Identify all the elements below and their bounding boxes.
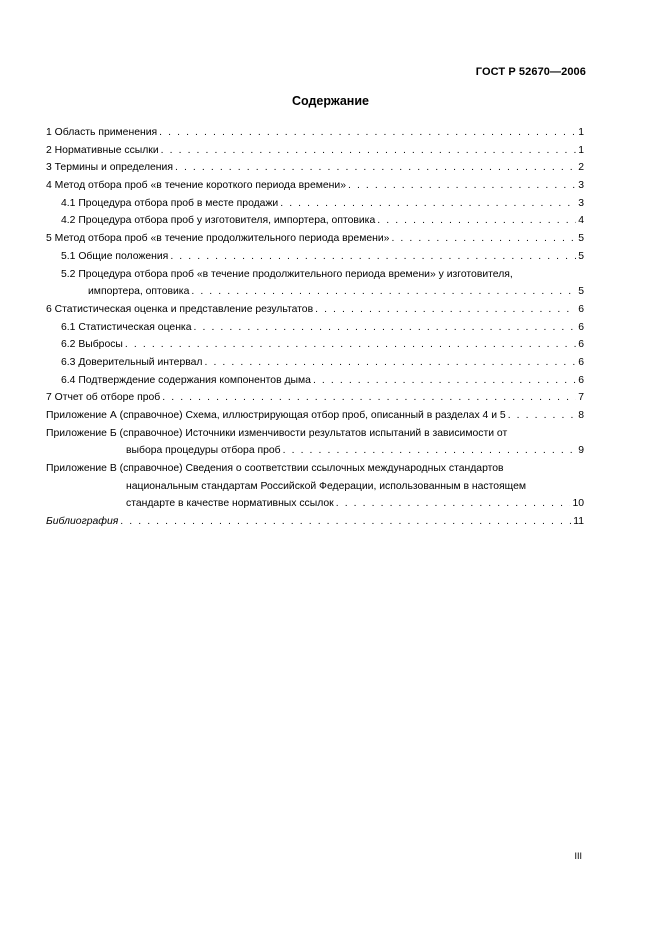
toc-entry-2[interactable] [46, 142, 584, 160]
page-number: III [574, 851, 582, 861]
dot-leader [280, 195, 576, 213]
toc-entry-text: 6.1 Статистическая оценка [61, 321, 192, 333]
toc-entry-text: 2 Нормативные ссылки [46, 144, 159, 156]
toc-entry-text: 6.3 Доверительный интервал [61, 356, 203, 368]
toc-entry-6-4[interactable] [46, 372, 584, 390]
dot-leader [315, 301, 576, 319]
dot-leader [162, 389, 576, 407]
toc-entry-text: 4.2 Процедура отбора проб у изготовителя, импортера, оптовика [61, 215, 376, 227]
dot-leader [120, 513, 571, 531]
dot-leader [194, 319, 577, 337]
dot-leader [204, 354, 576, 372]
toc-page-number: 4 [578, 215, 584, 227]
toc-entry-6-1[interactable] [46, 319, 584, 337]
toc-page-number: 1 [578, 126, 584, 138]
dot-leader [175, 159, 576, 177]
dot-leader [508, 407, 577, 425]
toc-entry-text: 6.2 Выбросы [61, 339, 123, 351]
dot-leader [170, 248, 576, 266]
toc-entry-text: 3 Термины и определения [46, 162, 173, 174]
toc-page-number: 11 [573, 516, 584, 528]
toc-entry-3[interactable] [46, 159, 584, 177]
toc-entry-6[interactable] [46, 301, 584, 319]
page-title: Содержание [291, 94, 369, 108]
toc-page-number: 3 [578, 180, 584, 192]
dot-leader [283, 442, 577, 460]
toc-entry-text: 5.1 Общие положения [61, 250, 169, 262]
toc-entry-6-3[interactable] [46, 354, 584, 372]
toc-page-number: 7 [578, 392, 584, 404]
toc-entry-text: 6.4 Подтверждение содержания компонентов дыма [61, 374, 311, 386]
toc-page-number: 6 [578, 374, 584, 386]
dot-leader [348, 177, 576, 195]
toc-page-number: 6 [578, 321, 584, 333]
toc-entry-text: 1 Область применения [46, 126, 158, 138]
toc-page-number: 2 [578, 162, 584, 174]
toc-annex-v[interactable] [46, 495, 584, 513]
toc-entry-text: Библиография [46, 516, 119, 528]
toc-entry-text: 4.1 Процедура отбора проб в месте продажи [61, 197, 279, 209]
toc-page-number: 8 [578, 409, 584, 421]
dot-leader [125, 336, 576, 354]
toc-page-number: 5 [578, 250, 584, 262]
toc-page-number: 6 [578, 339, 584, 351]
toc-entry-text: импортера, оптовика [88, 286, 190, 298]
toc-entry-text: 7 Отчет об отборе проб [46, 392, 161, 404]
toc-page-number: 6 [578, 356, 584, 368]
toc-entry-4[interactable] [46, 177, 584, 195]
toc-entry-text: 6 Статистическая оценка и представление результатов [46, 303, 314, 315]
toc-annex-v-line2[interactable]: национальным стандартам Российской Федерации, использованным в настоящем [126, 480, 526, 492]
toc-entry-7[interactable] [46, 389, 584, 407]
toc-page-number: 10 [572, 498, 584, 510]
toc-entry-5-1[interactable] [46, 248, 584, 266]
toc-bibliography[interactable] [46, 513, 584, 531]
toc-page-number: 5 [578, 233, 584, 245]
toc-entry-5-2-line1[interactable]: 5.2 Процедура отбора проб «в течение продолжительного периода времени» у изготовителя, [61, 268, 513, 280]
dot-leader [336, 495, 571, 513]
toc-entry-text: 5 Метод отбора проб «в течение продолжительного периода времени» [46, 233, 390, 245]
toc-page-number: 1 [578, 144, 584, 156]
toc-entry-1[interactable] [46, 124, 584, 142]
toc-page-number: 9 [578, 445, 584, 457]
toc-entry-4-2[interactable] [46, 212, 584, 230]
toc-entry-text: 4 Метод отбора проб «в течение короткого периода времени» [46, 180, 346, 192]
toc-annex-b[interactable] [46, 442, 584, 460]
toc-annex-a[interactable] [46, 407, 584, 425]
document-standard-id: ГОСТ Р 52670—2006 [475, 66, 586, 78]
toc-page-number: 6 [578, 303, 584, 315]
dot-leader [313, 372, 576, 390]
dot-leader [161, 142, 577, 160]
toc-entry-text: стандарте в качестве нормативных ссылок [126, 498, 334, 510]
toc-annex-v-line1[interactable]: Приложение В (справочное) Сведения о соответствии ссылочных международных стандартов [46, 463, 504, 475]
table-of-contents [46, 124, 584, 531]
dot-leader [377, 212, 576, 230]
toc-entry-text: выбора процедуры отбора проб [126, 445, 281, 457]
toc-entry-text: Приложение А (справочное) Схема, иллюстрирующая отбор проб, описанный в разделах 4 и 5 [46, 409, 506, 421]
dot-leader [191, 283, 576, 301]
toc-entry-4-1[interactable] [46, 195, 584, 213]
dot-leader [159, 124, 576, 142]
toc-page-number: 3 [578, 197, 584, 209]
toc-entry-6-2[interactable] [46, 336, 584, 354]
toc-page-number: 5 [578, 286, 584, 298]
toc-entry-5-2[interactable] [46, 283, 584, 301]
toc-annex-b-line1[interactable]: Приложение Б (справочное) Источники изменчивости результатов испытаний в зависимости от [46, 427, 508, 439]
toc-entry-5[interactable] [46, 230, 584, 248]
dot-leader [391, 230, 576, 248]
